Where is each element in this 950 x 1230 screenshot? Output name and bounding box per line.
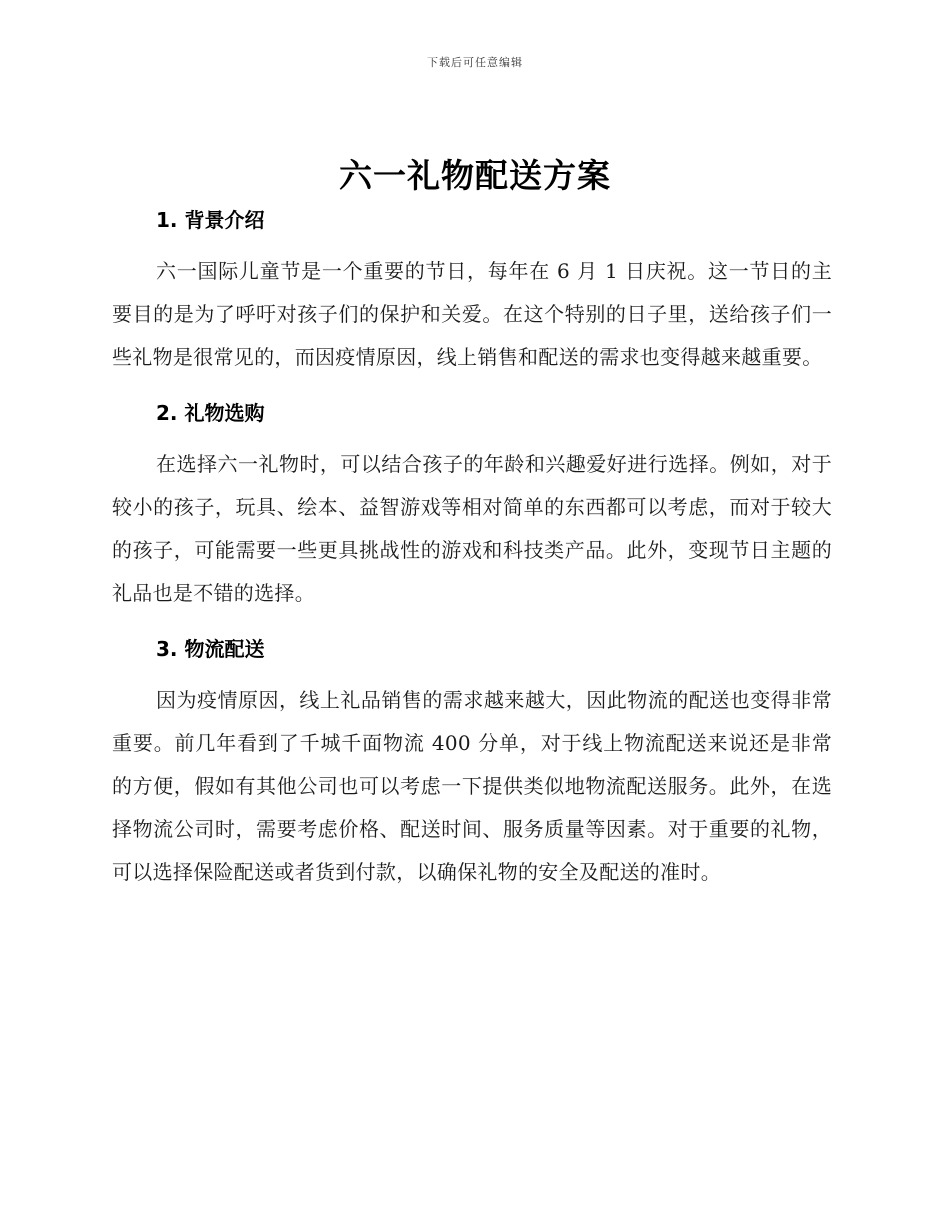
section-paragraph-background: 六一国际儿童节是一个重要的节日，每年在 6 月 1 日庆祝。这一节日的主要目的是为了呼吁对孩子们的保护和关爱。在这个特别的日子里，送给孩子们一些礼物是很常见的，而因疫情原因，线上销售和配送的需求也变得越来越重要。 bbox=[112, 259, 832, 369]
section-gift-selection bbox=[112, 395, 832, 615]
section-heading-logistics: 3. 物流配送 bbox=[156, 637, 265, 661]
section-paragraph-logistics: 因为疫情原因，线上礼品销售的需求越来越大，因此物流的配送也变得非常重要。前几年看到了千城千面物流 400 分单，对于线上物流配送来说还是非常的方便，假如有其他公司也可以考虑一下提供类似地物流配送服务。此外，在选择物流公司时，需要考虑价格、配送时间、服务质量等因素。对于重要的礼物，可以选择保险配送或者货到付款，以确保礼物的安全及配送的准时。 bbox=[112, 688, 832, 884]
section-logistics bbox=[112, 631, 832, 894]
section-heading-background: 1. 背景介绍 bbox=[156, 208, 265, 232]
section-background bbox=[112, 202, 832, 379]
section-heading-gift-selection: 2. 礼物选购 bbox=[156, 401, 265, 425]
document-title: 六一礼物配送方案 bbox=[339, 156, 611, 195]
page-header-note: 下载后可任意编辑 bbox=[427, 56, 523, 69]
document-body bbox=[112, 202, 832, 910]
section-paragraph-gift-selection: 在选择六一礼物时，可以结合孩子的年龄和兴趣爱好进行选择。例如，对于较小的孩子，玩具、绘本、益智游戏等相对简单的东西都可以考虑，而对于较大的孩子，可能需要一些更具挑战性的游戏和科技类产品。此外，变现节日主题的礼品也是不错的选择。 bbox=[112, 452, 832, 605]
